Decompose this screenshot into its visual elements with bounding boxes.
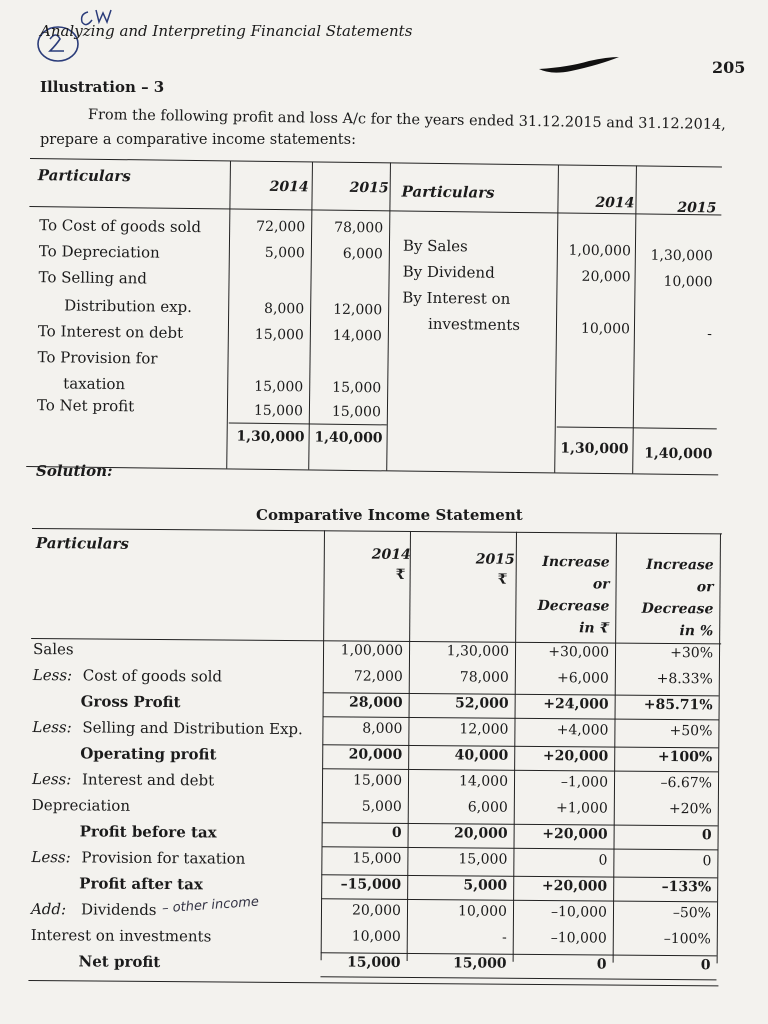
ci-row-prefix: Add: [30,900,67,919]
ci-header-inc-pct-line: Increase [646,556,714,574]
handwritten-note: – other income [161,894,260,917]
ci-row-pct: +85.71% [643,696,713,714]
pl-credit-2015: 1,30,000 [650,247,713,265]
ci-row-pct: –6.67% [660,774,713,792]
ci-row-prefix: Less: [32,666,73,685]
ci-row-pct: 0 [700,957,711,974]
pl-debit-2014: 15,000 [254,378,304,396]
ci-row-label: Profit before tax [79,822,217,842]
ci-row-pct: +30% [670,645,714,662]
pl-debit-2015 [313,271,383,272]
ci-row-2015: 10,000 [457,903,508,920]
ci-row-prefix: Less: [31,848,71,867]
pl-debit-2015 [312,351,382,352]
pl-debit-2014: 15,000 [254,326,304,344]
ci-row-label: Depreciation [31,796,131,815]
pl-debit-label: To Depreciation [38,242,160,262]
pl-credit-2015: - [707,326,712,343]
pl-header-2014-cr: 2014 [595,194,635,212]
pl-debit-2014 [232,350,304,351]
pl-debit-total-2014: 1,30,000 [236,428,305,446]
pl-credit-label: By Dividend [402,262,495,282]
ci-row-2015: 6,000 [467,799,508,816]
ci-row-label: Provision for taxation [81,848,246,868]
ci-row-pct: +50% [669,723,713,740]
ci-header-2015: 2015 [475,551,515,568]
ci-row-2015: 15,000 [452,955,507,972]
ci-row-inc: –10,000 [550,930,607,947]
pl-credit-2015: 10,000 [663,273,713,291]
pl-debit-2014: 72,000 [256,218,306,236]
ci-header-inc-pct-line: or [696,579,714,596]
ci-row-2014: 15,000 [346,954,401,971]
ci-row-2015: 78,000 [459,669,509,686]
pl-debit-2015: 6,000 [342,245,383,263]
comparative-income-table [28,528,722,993]
ci-row-inc: +24,000 [543,696,609,713]
ci-row-2014: 72,000 [353,668,403,685]
ci-row-2015: - [501,929,507,946]
pl-debit-label: To Net profit [36,396,135,416]
illustration-title: Illustration – 3 [40,78,165,96]
pl-debit-2015: 12,000 [333,301,383,319]
ci-header-2014-rupee: ₹ [395,566,406,583]
ci-header-inc-rs-line: Increase [542,554,610,571]
ci-row-2015: 12,000 [459,721,509,738]
ci-row-2014: 15,000 [352,772,403,789]
pl-header-2014-dr: 2014 [269,178,309,196]
pl-debit-label: To Cost of goods sold [39,216,202,237]
subtotal-rule [320,976,716,980]
ci-row-inc: +20,000 [542,826,608,843]
ci-row-inc: +1,000 [555,800,608,817]
ci-row-prefix: Less: [31,770,72,789]
pl-debit-label: To Selling and [38,268,148,288]
ci-row-2014: 5,000 [361,798,402,815]
ci-row-2015: 5,000 [463,877,508,894]
ci-row-2014: 8,000 [362,720,403,737]
pl-credit-label: investments [427,314,521,334]
pl-debit-2014 [233,270,305,271]
ci-row-pct: +8.33% [656,670,713,688]
ci-row-label: Dividends [80,900,157,919]
pl-credit-2014 [558,294,630,295]
pl-debit-label: To Provision for [37,348,158,368]
ci-row-inc: +20,000 [541,878,608,895]
pl-credit-total-2014: 1,30,000 [560,440,629,458]
ci-row-inc: +4,000 [556,722,609,739]
pl-debit-2014: 8,000 [263,300,305,318]
ci-row-pct: +20% [668,801,712,818]
ci-row-2014: 15,000 [352,850,402,867]
ci-row-2015: 40,000 [454,747,509,764]
ci-row-2014: 20,000 [351,902,402,919]
ci-row-inc: 0 [598,852,608,869]
pl-header-particulars-cr: Particulars [401,182,495,202]
pl-header-2015-dr: 2015 [349,179,389,197]
ci-row-prefix: Less: [32,718,72,737]
ci-row-label: Net profit [78,952,161,972]
page-number: 205 [712,58,746,77]
ci-row-2014: 28,000 [348,694,403,711]
ci-header-inc-pct-line: Decrease [641,600,714,618]
pl-account-table [26,158,722,496]
pl-debit-2015: 78,000 [334,219,384,237]
pl-debit-label: To Interest on debt [37,322,184,342]
ci-row-pct: 0 [702,853,712,870]
pl-debit-2014: 5,000 [264,244,305,262]
ci-row-2014: 0 [391,824,402,841]
ci-row-2014: 20,000 [348,746,403,763]
ci-row-label: Sales [32,640,74,659]
pl-header-2015-cr: 2015 [677,199,717,217]
ci-row-inc: 0 [596,956,607,973]
ci-row-2015: 1,30,000 [446,643,510,660]
pl-debit-label: taxation [63,374,126,394]
ci-header-inc-pct-line: in % [679,623,714,640]
ci-header-inc-rs-line: or [592,576,610,593]
pl-credit-2015 [636,299,712,300]
pl-credit-2014: 20,000 [581,268,631,286]
statement-title: Comparative Income Statement [256,506,523,524]
pl-debit-total-2015: 1,40,000 [314,429,383,447]
ci-row-label: Interest and debt [81,770,215,790]
ci-row-inc: +30,000 [548,644,610,661]
ci-row-2014: –15,000 [340,876,402,893]
ci-row-inc: +6,000 [556,670,609,687]
ci-row-label: Cost of goods sold [82,666,223,686]
pl-credit-2014: 10,000 [580,320,631,338]
pl-debit-label: Distribution exp. [64,296,193,316]
ci-header-inc-rs-line: Decrease [537,597,610,615]
pl-credit-label: By Interest on [402,288,511,308]
intro-line-1: From the following profit and loss A/c for the years ended 31.12.2015 and 31.12.2014, [87,107,726,134]
ci-row-label: Profit after tax [79,874,203,894]
ci-row-2015: 14,000 [458,773,509,790]
pl-header-particulars-dr: Particulars [37,166,131,186]
ci-row-inc: –10,000 [550,904,608,921]
ink-smudge [535,55,625,79]
ci-row-inc: –1,000 [560,774,609,791]
pl-debit-2015: 15,000 [332,379,382,397]
intro-line-2: prepare a comparative income statements: [40,132,356,148]
ci-row-2015: 20,000 [453,825,508,842]
ci-header-inc-rs-line: in ₹ [579,620,610,637]
ci-header-2015-rupee: ₹ [497,571,508,588]
ci-header-particulars: Particulars [35,534,129,553]
ci-row-label: Operating profit [80,744,217,764]
ci-row-2015: 52,000 [454,695,509,712]
running-title: Analyzing and Interpreting Financial Statements [40,22,413,40]
pl-credit-total-2015: 1,40,000 [644,445,713,463]
ci-row-label: Gross Profit [80,692,181,712]
ci-row-label: Selling and Distribution Exp. [82,718,303,739]
pl-credit-2014: 1,00,000 [568,242,632,260]
pl-debit-2015: 15,000 [331,403,382,421]
ci-row-pct: 0 [701,827,712,844]
ci-row-2014: 1,00,000 [340,642,404,659]
ci-row-pct: –50% [672,905,712,922]
solution-label: Solution: [36,462,113,480]
ci-row-2015: 15,000 [458,851,508,868]
ci-row-label: Interest on investments [30,926,212,946]
ci-header-2014: 2014 [371,546,411,563]
ci-row-pct: +100% [657,748,713,766]
ci-row-pct: –133% [661,878,712,896]
pl-debit-2014: 15,000 [253,402,304,420]
ci-row-2014: 10,000 [351,928,401,945]
pl-credit-label: By Sales [402,236,468,256]
ci-row-inc: +20,000 [542,748,609,765]
ci-row-pct: –100% [663,930,711,948]
pl-debit-2015: 14,000 [332,327,382,345]
